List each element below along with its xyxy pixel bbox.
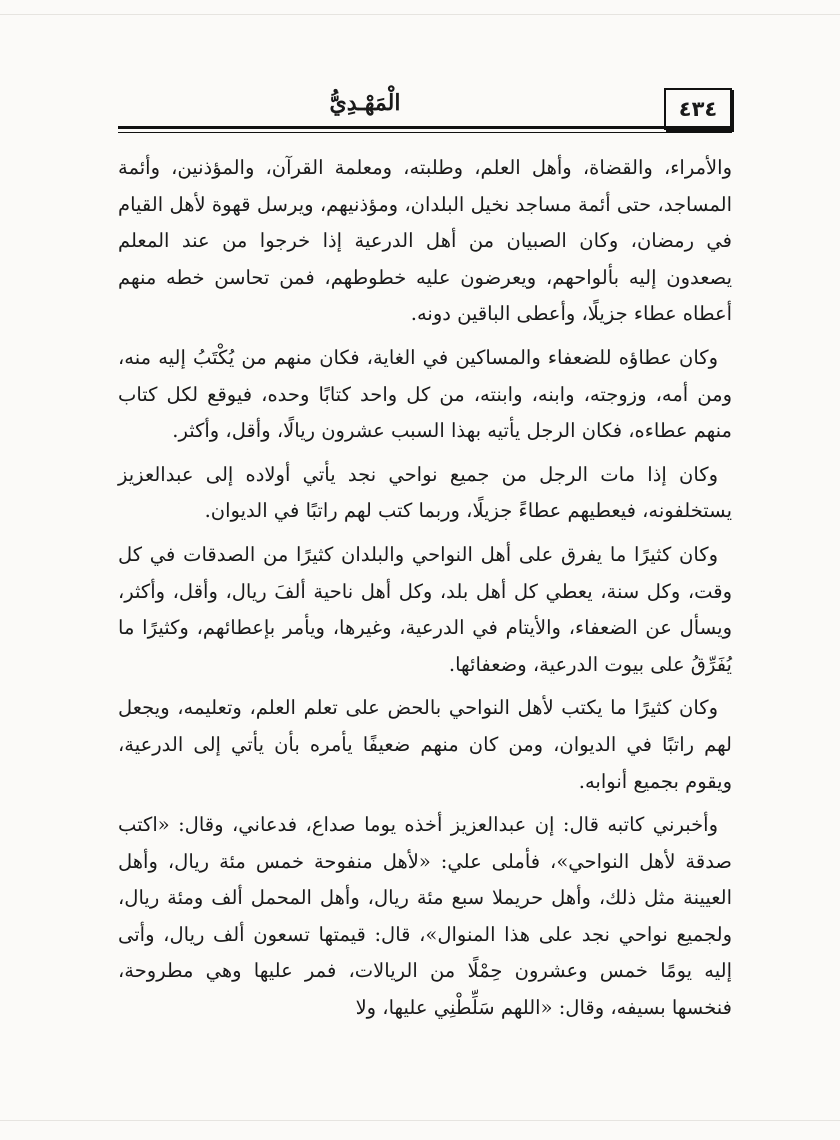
paragraph: وكان إذا مات الرجل من جميع نواحي نجد يأتي أولاده إلى عبدالعزيز يستخلفونه، فيعطيهم عطاءً جزيلًا، وربما كتب لهم راتبًا في الديوان. — [118, 462, 732, 523]
page-number-box — [664, 88, 732, 130]
header-rule-thick — [118, 126, 732, 129]
paragraph: وأخبرني كاتبه قال: إن عبدالعزيز أخذه يوما صداع، فدعاني، وقال: «اكتب صدقة لأهل النواحي»، فأملى علي: «لأهل منفوحة خمس مئة ريال، وأهل العيينة مثل ذلك، وأهل حريملا سبع مئة ريال، وأهل المحمل ألف ومئة ريال، ولجميع نواحي نجد على هذا المنوال»، قال: قيمتها تسعون ألف ريال، وأتى إليه يومًا خمس وعشرون حِمْلًا من الريالات، فمر عليها وهي مطروحة، فنخسها بسيفه، وقال: «اللهم سَلِّطْنِي عليها، ولا — [118, 813, 732, 1020]
paragraph: وكان كثيرًا ما يكتب لأهل النواحي بالحض على تعلم العلم، وتعليمه، ويجعل لهم راتبًا في الديوان، ومن كان منهم ضعيفًا يأمره بأن يأتي إلى الدرعية، ويقوم بجميع أنوابه. — [118, 696, 732, 793]
paragraph: وكان عطاؤه للضعفاء والمساكين في الغاية، فكان منهم من يُكْتَبُ إليه منه، ومن أمه، وزوجته، وابنه، وابنته، من كل واحد كتابًا وحده، فيوقع لكل كتاب منهم عطاءه، فكان الرجل يأتيه بهذا السبب عشرون ريالًا، وأقل، وأكثر. — [118, 345, 732, 443]
running-title: الْمَهْـدِيُّ — [329, 90, 401, 116]
paragraph: وكان كثيرًا ما يفرق على أهل النواحي والبلدان كثيرًا من الصدقات في كل وقت، وكل سنة، يعطي كل أهل بلد، وكل أهل ناحية ألفَ ريال، وأقل، وأكثر، ويسأل عن الضعفاء، والأيتام في الدرعية، وغيرها، ويأمر بإعطائهم، وكثيرًا ما يُفَرِّقُ على بيوت الدرعية، وضعفائها. — [118, 542, 732, 676]
body-text — [118, 150, 732, 1034]
paragraph: والأمراء، والقضاة، وأهل العلم، وطلبته، ومعلمة القرآن، والمؤذنين، وأئمة المساجد، حتى أئمة مساجد نخيل البلدان، ومؤذنيهم، ويرسل قهوة لأهل القيام في رمضان، وكان الصبيان من أهل الدرعية إذا خرجوا من عند المعلم يصعدون إليه بألواحهم، ويعرضون عليه خطوطهم، فمن تحاسن خطه منهم أعطاه عطاء جزيلًا، وأعطى الباقين دونه. — [118, 156, 732, 326]
page-number: ٤٣٤ — [678, 97, 718, 121]
page-edge-bottom — [0, 1120, 840, 1121]
header-rule-thin — [118, 132, 732, 133]
page-edge-top — [0, 14, 840, 15]
